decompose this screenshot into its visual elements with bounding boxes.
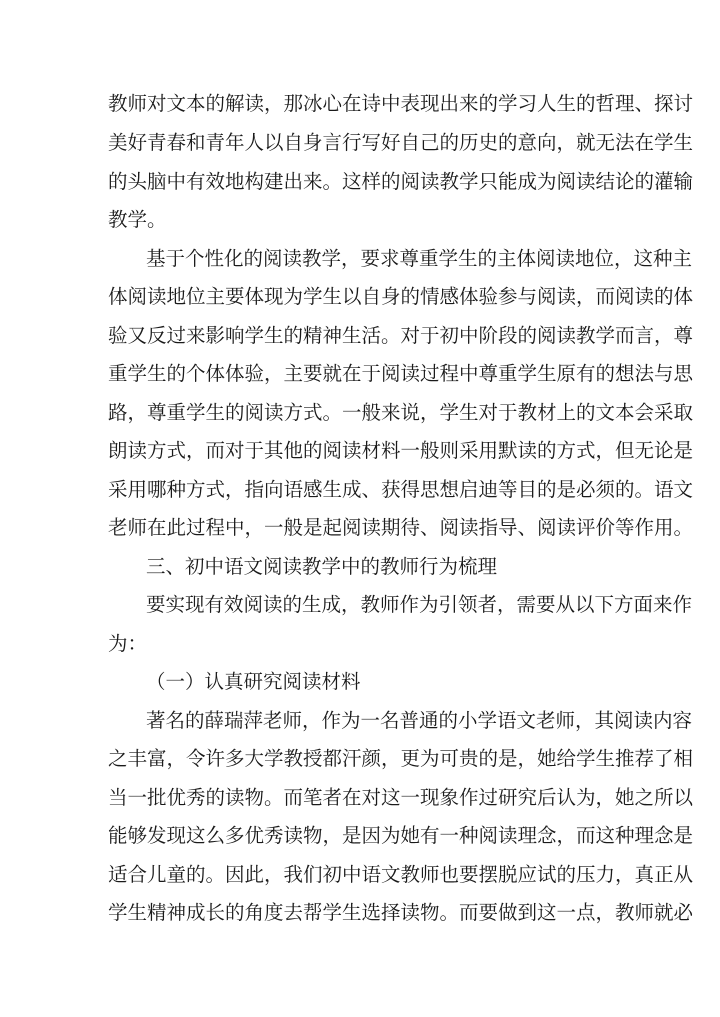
text-line: 当一批优秀的读物。而笔者在对这一现象作过研究后认为，她之所以 [108, 786, 694, 809]
text-line: 为： [108, 632, 148, 655]
text-line: 基于个性化的阅读教学，要求尊重学生的主体阅读地位，这种主 [146, 247, 693, 270]
text-line: 采用哪种方式，指向语感生成、获得思想启迪等目的是必须的。语文 [108, 478, 694, 501]
paragraph-line [0, 629, 720, 659]
paragraph-line [0, 898, 720, 928]
paragraph-line [0, 167, 720, 197]
paragraph-line [0, 321, 720, 351]
section-heading [0, 552, 720, 582]
text-line: 老师在此过程中，一般是起阅读期待、阅读指导、阅读评价等作用。 [108, 516, 694, 539]
text-line: 著名的薛瑞萍老师，作为一名普通的小学语文老师，其阅读内容 [146, 709, 693, 732]
paragraph-line [0, 436, 720, 466]
text-line: 要实现有效阅读的生成，教师作为引领者，需要从以下方面来作 [146, 593, 693, 616]
paragraph-line [0, 475, 720, 505]
text-line: 学生精神成长的角度去帮学生选择读物。而要做到这一点，教师就必 [108, 901, 694, 924]
text-line: 适合儿童的。因此，我们初中语文教师也要摆脱应试的压力，真正从 [108, 863, 694, 886]
text-line: 之丰富，令许多大学教授都汗颜，更为可贵的是，她给学生推荐了相 [108, 747, 694, 770]
paragraph-line [0, 783, 720, 813]
paragraph-line [0, 744, 720, 774]
text-line: 朗读方式，而对于其他的阅读材料一般则采用默读的方式，但无论是 [108, 439, 694, 462]
text-line: 的头脑中有效地构建出来。这样的阅读教学只能成为阅读结论的灌输 [108, 170, 694, 193]
paragraph-line [0, 860, 720, 890]
section-heading-text: 三、初中语文阅读教学中的教师行为梳理 [146, 555, 498, 578]
text-line: 美好青春和青年人以自身言行写好自己的历史的意向，就无法在学生 [108, 131, 694, 154]
text-line: 体阅读地位主要体现为学生以自身的情感体验参与阅读，而阅读的体 [108, 285, 694, 308]
subsection-heading-text: （一）认真研究阅读材料 [146, 670, 361, 693]
paragraph-line [0, 128, 720, 158]
paragraph-line [0, 205, 720, 235]
paragraph-line [0, 513, 720, 543]
paragraph-line [0, 244, 720, 274]
paragraph-line [0, 282, 720, 312]
text-line: 能够发现这么多优秀读物，是因为她有一种阅读理念，而这种理念是 [108, 824, 694, 847]
text-line: 教师对文本的解读，那冰心在诗中表现出来的学习人生的哲理、探讨 [108, 92, 694, 115]
text-line: 验又反过来影响学生的精神生活。对于初中阶段的阅读教学而言，尊 [108, 324, 694, 347]
text-line: 路，尊重学生的阅读方式。一般来说，学生对于教材上的文本会采取 [108, 401, 694, 424]
text-line: 重学生的个体体验，主要就在于阅读过程中尊重学生原有的想法与思 [108, 362, 694, 385]
text-line: 教学。 [108, 208, 167, 231]
subsection-heading [0, 667, 720, 697]
paragraph-line [0, 706, 720, 736]
paragraph-line [0, 359, 720, 389]
paragraph-line [0, 89, 720, 119]
paragraph-line [0, 821, 720, 851]
paragraph-line [0, 398, 720, 428]
paragraph-line [0, 590, 720, 620]
